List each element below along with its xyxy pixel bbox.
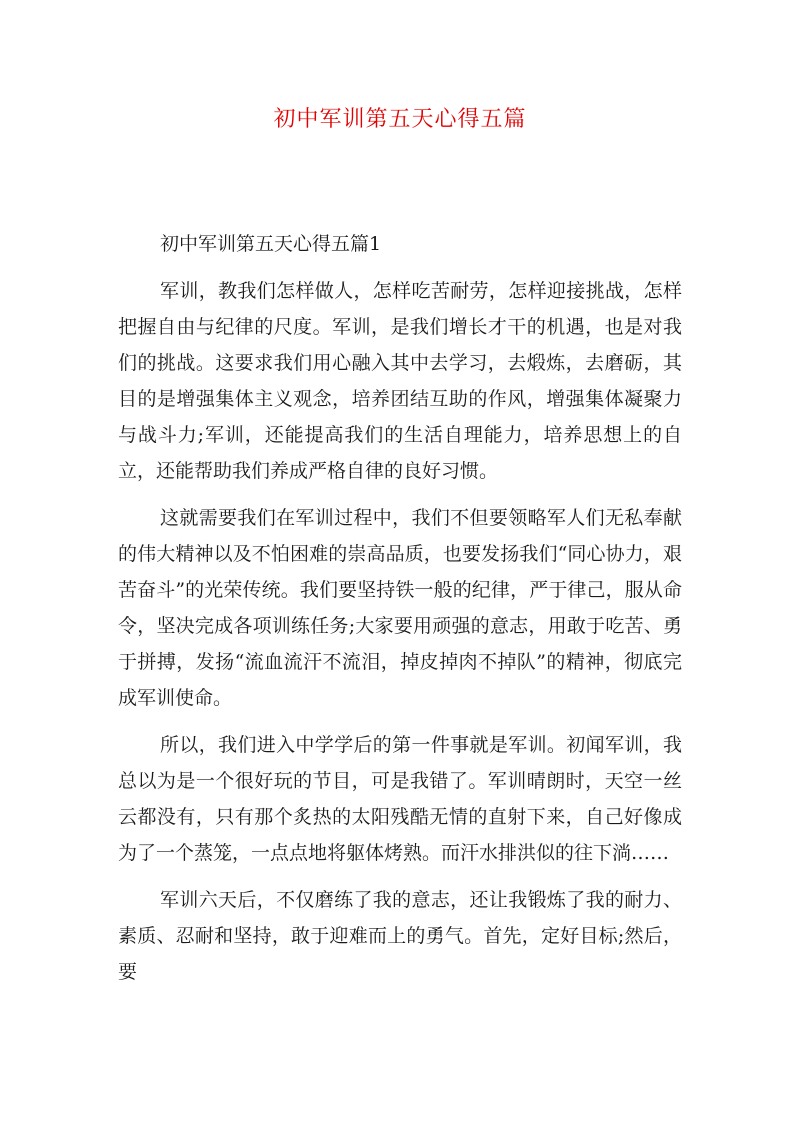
document-body [118,226,682,1001]
section-heading: 初中军训第五天心得五篇1 [160,233,382,255]
paragraph-4: 军训六天后，不仅磨练了我的意志，还让我锻炼了我的耐力、素质、忍耐和坚持，敢于迎难而上的勇气。首先，定好目标;然后，要 [118,889,682,983]
document-title: 初中军训第五天心得五篇 [273,107,527,132]
paragraph-1: 军训，教我们怎样做人，怎样吃苦耐劳，怎样迎接挑战，怎样把握自由与纪律的尺度。军训，是我们增长才干的机遇，也是对我们的挑战。这要求我们用心融入其中去学习，去煅炼，去磨砺，其目的是增强集体主义观念，培养团结互助的作风，增强集体凝聚力与战斗力;军训，还能提高我们的生活自理能力，培养思想上的自立，还能帮助我们养成严格自律的良好习惯。 [118,280,682,482]
paragraph-3: 所以，我们进入中学学后的第一件事就是军训。初闻军训，我总以为是一个很好玩的节目，可是我错了。军训晴朗时，天空一丝云都没有，只有那个炙热的太阳残酷无情的直射下来，自己好像成为了一个蒸笼，一点点地将躯体烤熟。而汗水排洪似的往下淌…… [118,734,682,864]
paragraph-2: 这就需要我们在军训过程中，我们不但要领略军人们无私奉献的伟大精神以及不怕困难的崇高品质，也要发扬我们“同心协力，艰苦奋斗”的光荣传统。我们要坚持铁一般的纪律，严于律己，服从命令，坚决完成各项训练任务;大家要用顽强的意志，用敢于吃苦、勇于拼搏，发扬“流血流汗不流泪，掉皮掉肉不掉队”的精神，彻底完成军训使命。 [118,507,682,709]
